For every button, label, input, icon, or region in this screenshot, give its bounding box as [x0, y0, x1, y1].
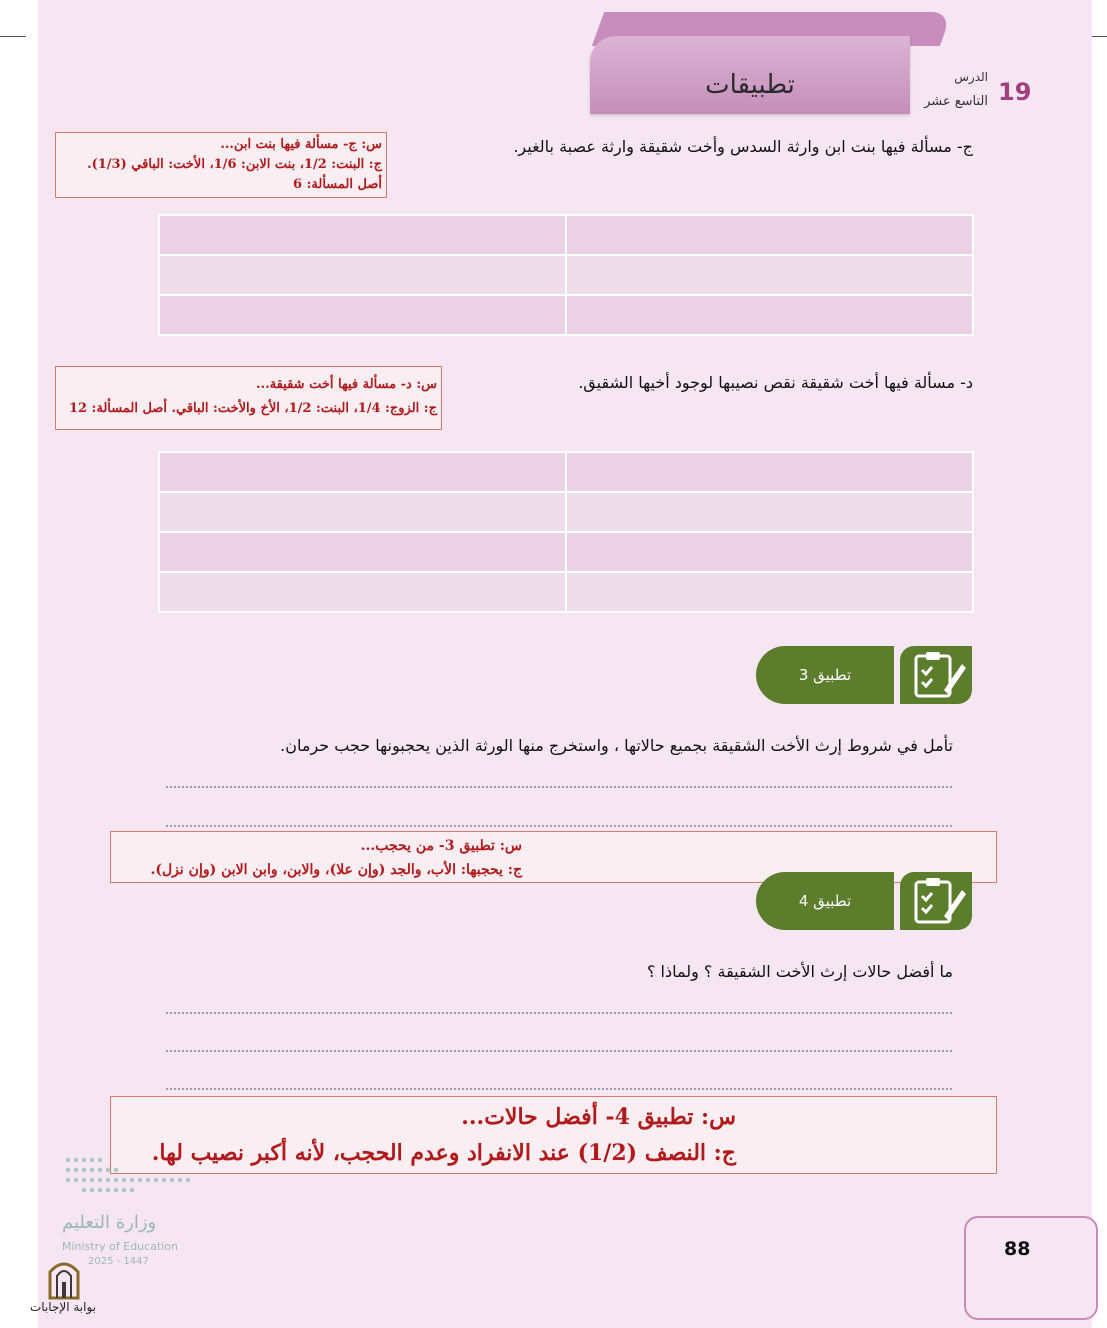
- lesson-label: الدرس: [954, 70, 988, 84]
- table-cell[interactable]: [159, 215, 566, 255]
- table-row: [159, 532, 973, 572]
- table-row: [159, 572, 973, 612]
- app3-banner: [756, 646, 974, 704]
- app4-banner: [756, 872, 974, 930]
- answer-dotted-line[interactable]: [166, 1012, 952, 1014]
- answer-box-app4: [110, 1096, 997, 1174]
- table-cell[interactable]: [566, 215, 973, 255]
- table-cell[interactable]: [159, 532, 566, 572]
- table-row: [159, 295, 973, 335]
- answer-line: س: د- مسألة فيها أخت شقيقة...: [256, 377, 437, 392]
- answer-line: ج: يحجبها: الأب، والجد (وإن علا)، والابن، وابن الابن (وإن نزل).: [150, 862, 522, 878]
- app4-question: ما أفضل حالات إرث الأخت الشقيقة ؟ ولماذا ؟: [646, 962, 953, 981]
- clipboard-check-icon: [900, 872, 972, 930]
- table-cell[interactable]: [159, 492, 566, 532]
- answer-dotted-line[interactable]: [166, 825, 952, 827]
- table-row: [159, 452, 973, 492]
- question-d-text: د- مسألة فيها أخت شقيقة نقص نصيبها لوجود أخيها الشقيق.: [578, 373, 973, 392]
- app3-question: تأمل في شروط إرث الأخت الشقيقة بجميع حالاتها ، واستخرج منها الورثة الذين يحجبونها حجب حرمان.: [280, 736, 953, 755]
- page-number-box: [964, 1216, 1098, 1320]
- question-c-text: ج- مسألة فيها بنت ابن وارثة السدس وأخت شقيقة وارثة عصبة بالغير.: [513, 137, 973, 156]
- answer-line: ج: الزوج: 1/4، البنت: 1/2، الأخ والأخت: الباقي. أصل المسألة: 12: [68, 401, 437, 416]
- answer-dotted-line[interactable]: [166, 1050, 952, 1052]
- crop-mark: [0, 36, 26, 37]
- clipboard-check-icon: [900, 646, 972, 704]
- ministry-logo-icon: [62, 1154, 202, 1204]
- table-cell[interactable]: [159, 295, 566, 335]
- portal-logo-icon: [44, 1256, 84, 1304]
- lesson-number: 19: [998, 78, 1032, 106]
- answer-dotted-line[interactable]: [166, 1088, 952, 1090]
- table-cell[interactable]: [566, 255, 973, 295]
- portal-name: بوابة الإجابات: [30, 1300, 97, 1314]
- answer-line: س: تطبيق 4- أفضل حالات...: [461, 1104, 736, 1130]
- ministry-name-en: Ministry of Education: [62, 1240, 179, 1253]
- table-cell[interactable]: [566, 532, 973, 572]
- table-row: [159, 215, 973, 255]
- page-title: تطبيقات: [705, 70, 795, 100]
- app4-label: تطبيق 4: [756, 872, 894, 930]
- table-cell[interactable]: [566, 572, 973, 612]
- edition-year: 2025 - 1447: [88, 1256, 149, 1267]
- table-row: [159, 255, 973, 295]
- table-cell[interactable]: [566, 452, 973, 492]
- answer-line: س: ج- مسألة فيها بنت ابن...: [220, 137, 382, 152]
- answer-table-c: [158, 214, 974, 336]
- table-cell[interactable]: [159, 255, 566, 295]
- table-cell[interactable]: [159, 572, 566, 612]
- answer-line: ج: النصف (1/2) عند الانفراد وعدم الحجب، لأنه أكبر نصيب لها.: [151, 1140, 736, 1166]
- table-cell[interactable]: [566, 492, 973, 532]
- answer-line: ج: البنت: 1/2، بنت الابن: 1/6، الأخت: الباقي (1/3).: [87, 157, 382, 172]
- answer-box-d: [55, 366, 442, 430]
- answer-line: س: تطبيق 3- من يحجب...: [360, 838, 522, 854]
- table-cell[interactable]: [566, 295, 973, 335]
- answer-box-c: [55, 132, 387, 198]
- lesson-name: التاسع عشر: [924, 94, 988, 109]
- table-cell[interactable]: [159, 452, 566, 492]
- table-row: [159, 492, 973, 532]
- app3-label: تطبيق 3: [756, 646, 894, 704]
- page-number: 88: [1004, 1238, 1031, 1260]
- answer-line: أصل المسألة: 6: [293, 177, 382, 192]
- answer-table-d: [158, 451, 974, 613]
- answer-dotted-line[interactable]: [166, 786, 952, 788]
- ministry-name-ar: وزارة التعليم: [62, 1212, 157, 1233]
